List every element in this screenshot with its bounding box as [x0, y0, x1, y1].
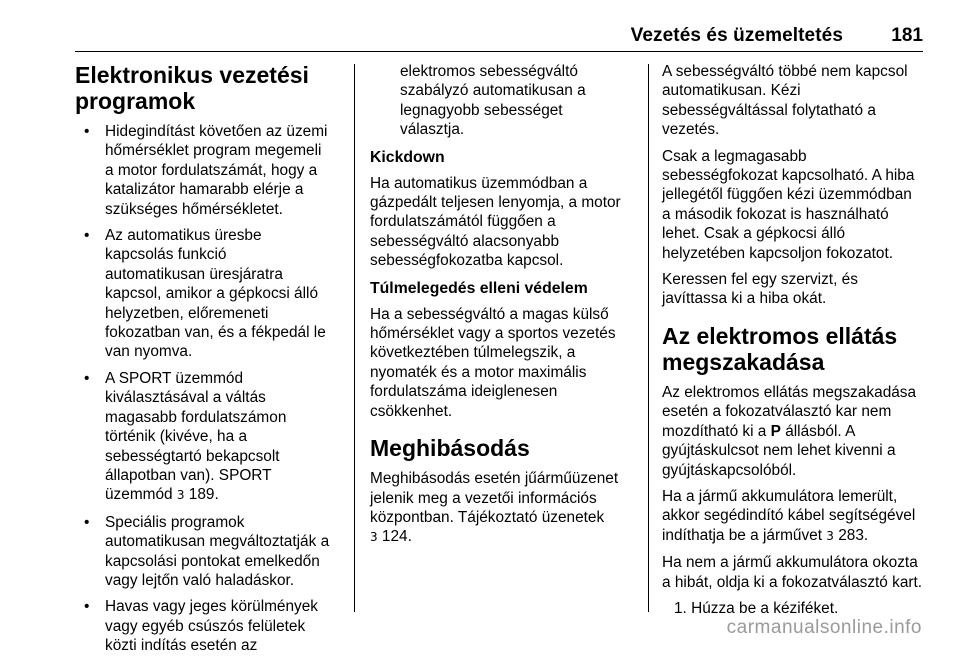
page-ref-arrow-icon: 3: [176, 488, 185, 503]
list-item: • Az automatikus üresbe kapcsolás funkció automatikusan üresjáratra kapcsol, amikor a gépkocsi álló helyzetben, előremeneti fokozatban van, és a fékpedál le van nyomva.: [75, 226, 343, 362]
fault-paragraph: [370, 469, 638, 548]
column-2: [370, 62, 638, 555]
program-list: [75, 122, 343, 656]
paragraph: Keressen fel egy szervizt, és javíttassa ki a hiba okát.: [662, 271, 858, 308]
paragraph: [662, 487, 930, 546]
paragraph-text: Ha a jármű akkumulátora lemerült, akkor segédindító kábel segítségével indíthatja be a járművet: [662, 487, 916, 544]
page-ref[interactable]: 189.: [188, 486, 219, 504]
column-3: [662, 62, 930, 625]
page-header-title: Vezetés és üzemeltetés: [630, 25, 843, 46]
list-item: • Hidegindítást követően az üzemi hőmérséklet program megemeli a motor fordulatszámát, hogy a katalizátor hamarabb elérje a szükséges hőmérsékletet.: [75, 122, 343, 219]
overheat-text: Ha a sebességváltó a magas külső hőmérséklet vagy a sportos vezetés következtében túlmelegszik, a nyomaték és a motor maximális fordulatszáma ideiglenesen csökkenhet.: [370, 305, 616, 420]
list-item: [75, 369, 343, 506]
header-rule: [75, 51, 923, 52]
list-item: • Havas vagy jeges körülmények vagy egyéb csúszós felületek közti indítás esetén az: [75, 597, 343, 655]
gear-position-p: P: [770, 422, 781, 440]
paragraph: [662, 383, 930, 480]
column-1: [75, 62, 343, 663]
watermark: carmanualsonline.info: [726, 617, 922, 638]
step-item: 1. Húzza be a kéziféket.: [674, 599, 839, 617]
page-ref-arrow-icon: 3: [826, 528, 834, 543]
column-divider-1: [354, 64, 355, 612]
kickdown-text: Ha automatikus üzemmódban a gázpedált teljesen lenyomja, a motor fordulatszámától függően a sebességváltó alacsonyabb sebességfokozatba kapcsol.: [370, 174, 621, 270]
section-heading-power-interruption: Az elektromos ellátás megszakadása: [662, 322, 898, 375]
paragraph-text: állásból. A gyújtáskulcsot nem lehet kivenni a gyújtáskapcsolóból.: [662, 422, 896, 479]
page-header: [75, 22, 923, 52]
column-divider-2: [648, 64, 649, 612]
continuation-text: elektromos sebességváltó szabályzó automatikusan a legnagyobb sebességet választja.: [400, 63, 586, 139]
paragraph: Csak a legmagasabb sebességfokozat kapcsolható. A hiba jellegétől függően kézi üzemmódban a második fokozat is használható lehet. Csak a gépkocsi álló helyzetében kapcsoljon fokozatot.: [662, 147, 915, 262]
list-item-text: A SPORT üzemmód kiválasztásával a váltás magasabb fordulatszámon történik (kivéve, ha a sebességtartó bekapcsolt állapotban van). SPORT üzemmód: [105, 369, 287, 504]
fault-text: Meghibásodás esetén jűárműüzenet jelenik meg a vezetői információs központban. Tájékoztató üzenetek: [370, 470, 619, 526]
paragraph: Ha nem a jármű akkumulátora okozta a hibát, oldja ki a fokozatválasztó kart.: [662, 554, 923, 591]
subheading-overheat: Túlmelegedés elleni védelem: [370, 279, 588, 297]
subheading-kickdown: Kickdown: [370, 148, 445, 166]
paragraph-text: Az elektromos ellátás megszakadása esetén a fokozatválasztó kar nem mozdítható ki a: [662, 383, 917, 440]
page-ref[interactable]: 124.: [381, 528, 412, 546]
section-heading-electronic-programs: Elektronikus vezetési programok: [75, 62, 309, 114]
page-ref-arrow-icon: 3: [370, 530, 378, 545]
page-ref[interactable]: 283.: [838, 526, 869, 544]
paragraph: A sebességváltó többé nem kapcsol automatikusan. Kézi sebességváltással folytatható a vezetés.: [662, 63, 908, 139]
page-number: 181: [891, 25, 923, 46]
section-heading-fault: Meghibásodás: [370, 435, 530, 462]
list-item: • Speciális programok automatikusan megváltoztatják a kapcsolási pontokat emelkedőn vagy lejtőn való haladáskor.: [75, 513, 343, 591]
